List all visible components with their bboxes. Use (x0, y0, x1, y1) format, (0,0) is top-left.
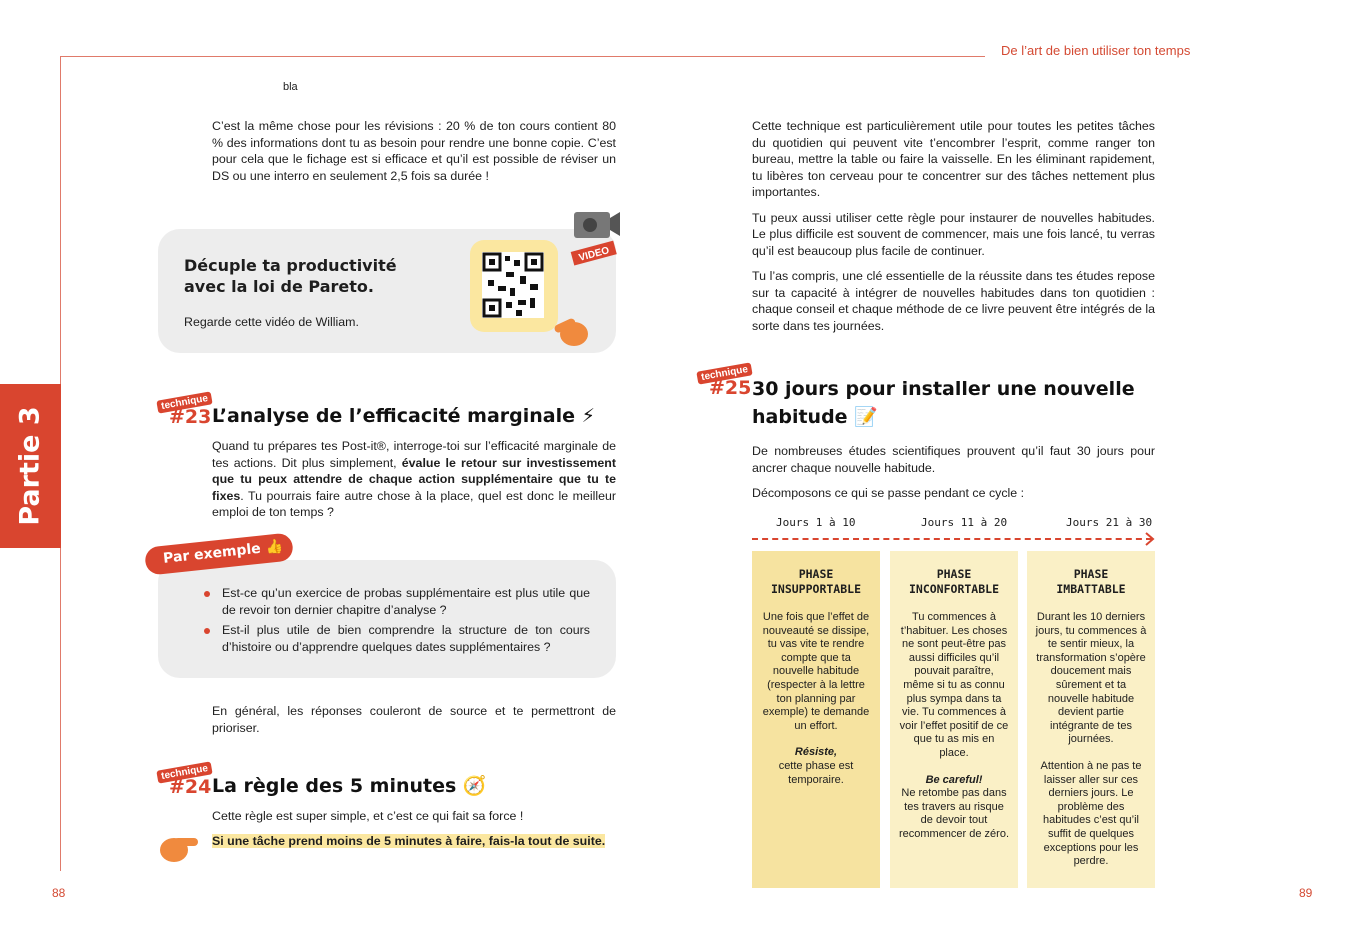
list-item-text: Est-ce qu’un exercice de probas supplémentaire est plus utile que de revoir ton dernier chapitre d’analyse ? (222, 586, 590, 617)
example-list (200, 585, 590, 659)
phase-column-2 (890, 551, 1018, 888)
header-rule (60, 56, 985, 57)
tech24-rule-text: Si une tâche prend moins de 5 minutes à faire, fais-la tout de suite. (212, 834, 606, 848)
tech25-p2: Décomposons ce qui se passe pendant ce cycle : (752, 486, 1025, 500)
technique-number-25: #25 (709, 377, 752, 399)
tech25-paragraphs (752, 443, 1155, 511)
video-camera-icon (566, 206, 622, 266)
bullet-icon (204, 591, 210, 597)
tech23-text-end: . Tu pourrais faire autre chose à la place, quel est donc le meilleur emploi de ton temps ? (212, 488, 616, 519)
tech25-p1: De nombreuses études scientifiques prouvent qu’il faut 30 jours pour ancrer chaque nouvelle habitude. (752, 444, 1155, 475)
pointing-hand-icon (156, 830, 200, 864)
qr-code[interactable] (470, 240, 558, 332)
page-number-left: 88 (52, 886, 66, 900)
technique-title-25 (752, 375, 1135, 431)
technique-title-23: L’analyse de l’efficacité marginale ⚡ (212, 405, 595, 427)
technique-number-23: #23 (169, 406, 212, 428)
phase-body-3 (1035, 611, 1147, 882)
phase-column-3 (1027, 551, 1155, 888)
list-item-text: Est-il plus utile de bien comprendre la structure de ton cours d’histoire ou d’apprendre quelques dates supplémentaires ? (222, 623, 590, 654)
bullet-icon (204, 628, 210, 634)
technique-number-24: #24 (169, 776, 212, 798)
tech23-text-bold: évalue le retour sur investissement que tu peux attendre de chaque action supplémentaire que tu te fixes (212, 455, 616, 503)
callout-subtitle: Regarde cette vidéo de William. (184, 315, 359, 329)
tech23-text-start: Quand tu prépares tes Post-it®, interroge-toi sur l’efficacité marginale de tes actions. Dit plus simplement, (212, 439, 616, 470)
phase-column-1 (752, 551, 880, 888)
phase-body-2 (898, 611, 1010, 855)
part-tab (0, 384, 61, 548)
technique-title-25-line2: habitude 📝 (752, 406, 878, 428)
timeline-arrow (752, 538, 1152, 540)
callout-title-line1: Décuple ta productivité (184, 256, 397, 275)
days-label-1: Jours 1 à 10 (776, 516, 856, 529)
tech24-rule (212, 833, 616, 850)
phase-title-name: INCONFORTABLE (908, 582, 999, 596)
phase-emphasis: Résiste, (794, 746, 838, 759)
phase-body-1 (760, 611, 872, 800)
phase-emphasis: Be careful! (925, 773, 983, 786)
phase-title-3 (1027, 567, 1155, 597)
phase-title-name: IMBATTABLE (1056, 582, 1126, 596)
technique-title-25-line1: 30 jours pour installer une nouvelle (752, 378, 1135, 400)
list-item (200, 622, 590, 656)
phase-body-text: Durant les 10 derniers jours, tu commences à te sentir mieux, la transformation s’opère doucement mais sûrement et ta nouvelle habitude devient partie intégrante de tes journées. (1035, 611, 1147, 746)
phase-tail-text: Ne retombe pas dans tes travers au risque de devoir tout recommencer de zéro. (898, 787, 1010, 840)
technique-badge-25: technique (696, 362, 753, 384)
phase-title-word: PHASE (936, 567, 972, 581)
phase-title-word: PHASE (1073, 567, 1109, 581)
qr-code-icon (470, 240, 558, 332)
phase-title-2 (890, 567, 1018, 597)
phase-title-1 (752, 567, 880, 597)
phase-body-text: Tu commences à t’habituer. Les choses ne sont peut-être pas aussi difficiles qu’il pouvait paraître, même si tu as connu plus sympa dans ta vie. Tu commences à voir l’effet positif de ce que tu as mis en place. (899, 611, 1009, 759)
days-label-2: Jours 11 à 20 (921, 516, 1008, 529)
general-paragraph (212, 703, 616, 745)
tech23-paragraph (212, 438, 616, 530)
right-p3: Tu l’as compris, une clé essentielle de la réussite dans tes études repose sur ta capacité à intégrer de nouvelles habitudes dans ton quotidien : chaque conseil et chaque méthode de ce livre peuvent être intégrés de la sorte dans tes journées. (752, 269, 1155, 333)
phase-body-text: Une fois que l’effet de nouveauté se dissipe, tu vas vite te rendre compte que ta nouvelle habitude (respecter à la lettre ton planning par exemple) te demande un effort. (762, 611, 870, 732)
general-text: En général, les réponses couleront de source et te permettront de prioriser. (212, 704, 616, 735)
stray-text: bla (283, 81, 298, 93)
example-badge-label: Par exemple 👍 (162, 538, 284, 567)
pointing-hand-icon (552, 312, 590, 348)
intro-text: C’est la même chose pour les révisions : 20 % de ton cours contient 80 % des informations dont tu as besoin pour rendre une bonne copie. C’est pour cela que le fichage est si efficace et qu’il est possible de réviser un DS ou une interro en seulement 2,5 fois sa durée ! (212, 119, 616, 183)
phase-tail-text: cette phase est temporaire. (778, 759, 854, 786)
phase-tail-text: Attention à ne pas te laisser aller sur ces derniers jours. Le problème des habitudes c’est qu’il suffit de quelques exceptions pour les perdre. (1040, 759, 1142, 868)
page-number-right: 89 (1299, 886, 1313, 900)
arrow-head-icon (1144, 532, 1156, 546)
tech24-intro (212, 808, 616, 834)
days-label-3: Jours 21 à 30 (1066, 516, 1153, 529)
technique-badge-23: technique (156, 391, 213, 413)
right-p2: Tu peux aussi utiliser cette règle pour instaurer de nouvelles habitudes. Le plus difficile est souvent de commencer, mais une fois lancé, tu verras qu’il est beaucoup plus facile de continuer. (752, 210, 1155, 258)
intro-paragraph (212, 118, 616, 193)
phase-title-word: PHASE (798, 567, 834, 581)
right-paragraphs (752, 118, 1155, 343)
running-header: De l’art de bien utiliser ton temps (1001, 43, 1191, 58)
right-p1: Cette technique est particulièrement utile pour toutes les petites tâches du quotidien qui peuvent vite t’encombrer l’esprit, comme ranger ton bureau, mettre la table ou faire la vaisselle. En les éliminant rapidement, tu libères ton cerveau pour te concentrer sur des tâches nettement plus importantes. (752, 119, 1155, 199)
technique-badge-24: technique (156, 761, 213, 783)
technique-title-24: La règle des 5 minutes 🧭 (212, 775, 487, 797)
callout-title (184, 255, 397, 297)
list-item (200, 585, 590, 619)
tech24-intro-text: Cette règle est super simple, et c’est ce qui fait sa force ! (212, 809, 524, 823)
phase-title-name: INSUPPORTABLE (770, 582, 861, 596)
video-label: VIDEO (577, 245, 611, 264)
callout-title-line2: avec la loi de Pareto. (184, 277, 374, 296)
part-tab-label: Partie 3 (14, 406, 46, 526)
